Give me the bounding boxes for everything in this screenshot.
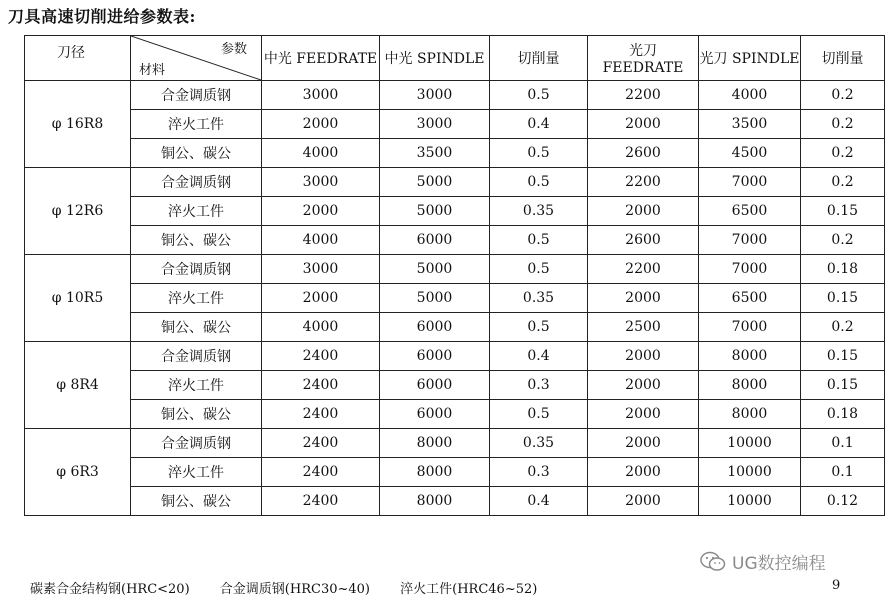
table-row xyxy=(25,458,885,487)
note-carbon-steel: 碳素合金结构钢(HRC<20) xyxy=(30,582,190,597)
table-row xyxy=(25,110,885,139)
semi-spindle-cell: 5000 xyxy=(380,255,490,284)
finish-feedrate-cell: 2000 xyxy=(588,400,699,429)
material-cell: 铜公、碳公 xyxy=(131,313,262,342)
semi-feedrate-cell: 3000 xyxy=(262,81,380,110)
semi-feedrate-cell: 2400 xyxy=(262,487,380,516)
finish-spindle-cell: 10000 xyxy=(699,429,801,458)
semi-cut-cell: 0.4 xyxy=(490,342,588,371)
table-row xyxy=(25,429,885,458)
material-cell: 铜公、碳公 xyxy=(131,400,262,429)
finish-feedrate-cell: 2000 xyxy=(588,284,699,313)
table-row xyxy=(25,487,885,516)
finish-feedrate-cell: 2000 xyxy=(588,110,699,139)
semi-spindle-cell: 8000 xyxy=(380,429,490,458)
finish-spindle-cell: 8000 xyxy=(699,371,801,400)
table-row xyxy=(25,400,885,429)
table-row xyxy=(25,197,885,226)
semi-feedrate-cell: 4000 xyxy=(262,226,380,255)
finish-spindle-cell: 7000 xyxy=(699,313,801,342)
finish-cut-cell: 0.2 xyxy=(801,313,885,342)
semi-cut-cell: 0.5 xyxy=(490,313,588,342)
watermark-text: UG数控编程 xyxy=(732,554,826,574)
material-cell: 铜公、碳公 xyxy=(131,226,262,255)
note-hardened-work: 淬火工件(HRC46~52) xyxy=(400,582,538,597)
material-cell: 铜公、碳公 xyxy=(131,487,262,516)
semi-spindle-cell: 3500 xyxy=(380,139,490,168)
finish-feedrate-cell: 2000 xyxy=(588,371,699,400)
semi-feedrate-cell: 4000 xyxy=(262,139,380,168)
semi-cut-cell: 0.35 xyxy=(490,197,588,226)
finish-cut-cell: 0.18 xyxy=(801,400,885,429)
finish-cut-cell: 0.15 xyxy=(801,342,885,371)
semi-feedrate-cell: 2000 xyxy=(262,110,380,139)
semi-cut-cell: 0.3 xyxy=(490,458,588,487)
material-cell: 淬火工件 xyxy=(131,110,262,139)
finish-feedrate-cell: 2200 xyxy=(588,255,699,284)
finish-cut-cell: 0.15 xyxy=(801,371,885,400)
tool-diameter-cell: φ 16R8 xyxy=(25,81,131,168)
material-cell: 合金调质钢 xyxy=(131,342,262,371)
finish-cut-cell: 0.2 xyxy=(801,81,885,110)
material-cell: 合金调质钢 xyxy=(131,168,262,197)
finish-spindle-cell: 7000 xyxy=(699,168,801,197)
semi-cut-cell: 0.5 xyxy=(490,168,588,197)
material-cell: 淬火工件 xyxy=(131,284,262,313)
hardness-notes xyxy=(30,578,563,597)
header-params-label: 参数 xyxy=(220,42,247,57)
finish-spindle-cell: 4000 xyxy=(699,81,801,110)
finish-spindle-cell: 10000 xyxy=(699,487,801,516)
header-finish-feedrate: 光刀 FEEDRATE xyxy=(588,36,699,81)
note-alloy-steel: 合金调质钢(HRC30~40) xyxy=(219,582,370,597)
finish-spindle-cell: 4500 xyxy=(699,139,801,168)
material-cell: 淬火工件 xyxy=(131,371,262,400)
finish-feedrate-cell: 2600 xyxy=(588,139,699,168)
finish-feedrate-cell: 2000 xyxy=(588,197,699,226)
semi-feedrate-cell: 4000 xyxy=(262,313,380,342)
page-number: 9 xyxy=(832,578,841,593)
material-cell: 淬火工件 xyxy=(131,197,262,226)
finish-spindle-cell: 7000 xyxy=(699,226,801,255)
material-cell: 合金调质钢 xyxy=(131,255,262,284)
finish-cut-cell: 0.15 xyxy=(801,284,885,313)
table-row xyxy=(25,168,885,197)
semi-cut-cell: 0.4 xyxy=(490,487,588,516)
header-finish-cut: 切削量 xyxy=(801,36,885,81)
semi-feedrate-cell: 2000 xyxy=(262,284,380,313)
finish-cut-cell: 0.2 xyxy=(801,139,885,168)
finish-feedrate-cell: 2200 xyxy=(588,81,699,110)
finish-cut-cell: 0.2 xyxy=(801,110,885,139)
semi-cut-cell: 0.3 xyxy=(490,371,588,400)
finish-spindle-cell: 7000 xyxy=(699,255,801,284)
semi-spindle-cell: 6000 xyxy=(380,226,490,255)
header-tool-dia: 刀径 xyxy=(25,36,131,81)
finish-feedrate-cell: 2600 xyxy=(588,226,699,255)
finish-feedrate-cell: 2000 xyxy=(588,342,699,371)
semi-feedrate-cell: 2400 xyxy=(262,342,380,371)
cutting-parameters-table xyxy=(24,35,885,516)
semi-cut-cell: 0.4 xyxy=(490,110,588,139)
finish-cut-cell: 0.1 xyxy=(801,429,885,458)
semi-spindle-cell: 5000 xyxy=(380,284,490,313)
semi-cut-cell: 0.5 xyxy=(490,226,588,255)
finish-spindle-cell: 10000 xyxy=(699,458,801,487)
finish-cut-cell: 0.18 xyxy=(801,255,885,284)
semi-cut-cell: 0.35 xyxy=(490,284,588,313)
semi-spindle-cell: 6000 xyxy=(380,400,490,429)
wechat-icon xyxy=(700,551,726,573)
header-semi-feedrate: 中光 FEEDRATE xyxy=(262,36,380,81)
material-cell: 铜公、碳公 xyxy=(131,139,262,168)
semi-feedrate-cell: 2400 xyxy=(262,371,380,400)
finish-feedrate-cell: 2200 xyxy=(588,168,699,197)
semi-cut-cell: 0.5 xyxy=(490,139,588,168)
semi-feedrate-cell: 2400 xyxy=(262,429,380,458)
semi-spindle-cell: 6000 xyxy=(380,371,490,400)
material-cell: 合金调质钢 xyxy=(131,429,262,458)
tool-diameter-cell: φ 8R4 xyxy=(25,342,131,429)
semi-cut-cell: 0.5 xyxy=(490,81,588,110)
finish-spindle-cell: 6500 xyxy=(699,197,801,226)
semi-spindle-cell: 6000 xyxy=(380,342,490,371)
page-title: 刀具高速切削进给参数表: xyxy=(8,7,196,26)
semi-spindle-cell: 3000 xyxy=(380,110,490,139)
header-semi-spindle: 中光 SPINDLE xyxy=(380,36,490,81)
semi-spindle-cell: 5000 xyxy=(380,197,490,226)
semi-feedrate-cell: 3000 xyxy=(262,255,380,284)
semi-spindle-cell: 5000 xyxy=(380,168,490,197)
tool-diameter-cell: φ 10R5 xyxy=(25,255,131,342)
finish-cut-cell: 0.2 xyxy=(801,168,885,197)
finish-spindle-cell: 6500 xyxy=(699,284,801,313)
semi-cut-cell: 0.5 xyxy=(490,255,588,284)
semi-cut-cell: 0.35 xyxy=(490,429,588,458)
finish-cut-cell: 0.1 xyxy=(801,458,885,487)
header-material-label: 材料 xyxy=(139,63,166,78)
finish-cut-cell: 0.2 xyxy=(801,226,885,255)
table-row xyxy=(25,313,885,342)
semi-spindle-cell: 3000 xyxy=(380,81,490,110)
header-semi-cut: 切削量 xyxy=(490,36,588,81)
table-row xyxy=(25,371,885,400)
finish-feedrate-cell: 2500 xyxy=(588,313,699,342)
semi-feedrate-cell: 2000 xyxy=(262,197,380,226)
table-row xyxy=(25,255,885,284)
finish-cut-cell: 0.15 xyxy=(801,197,885,226)
table-row xyxy=(25,342,885,371)
table-row xyxy=(25,81,885,110)
material-cell: 合金调质钢 xyxy=(131,81,262,110)
header-diagonal-cell xyxy=(131,36,262,81)
finish-feedrate-cell: 2000 xyxy=(588,487,699,516)
semi-feedrate-cell: 2400 xyxy=(262,400,380,429)
finish-feedrate-cell: 2000 xyxy=(588,429,699,458)
header-row xyxy=(25,36,885,81)
semi-spindle-cell: 8000 xyxy=(380,458,490,487)
finish-spindle-cell: 8000 xyxy=(699,342,801,371)
finish-spindle-cell: 3500 xyxy=(699,110,801,139)
semi-spindle-cell: 8000 xyxy=(380,487,490,516)
header-finish-spindle: 光刀 SPINDLE xyxy=(699,36,801,81)
finish-spindle-cell: 8000 xyxy=(699,400,801,429)
semi-feedrate-cell: 3000 xyxy=(262,168,380,197)
semi-cut-cell: 0.5 xyxy=(490,400,588,429)
tool-diameter-cell: φ 12R6 xyxy=(25,168,131,255)
material-cell: 淬火工件 xyxy=(131,458,262,487)
tool-diameter-cell: φ 6R3 xyxy=(25,429,131,516)
semi-spindle-cell: 6000 xyxy=(380,313,490,342)
watermark xyxy=(700,549,826,574)
semi-feedrate-cell: 2400 xyxy=(262,458,380,487)
table-row xyxy=(25,284,885,313)
finish-feedrate-cell: 2000 xyxy=(588,458,699,487)
table-row xyxy=(25,139,885,168)
finish-cut-cell: 0.12 xyxy=(801,487,885,516)
table-row xyxy=(25,226,885,255)
